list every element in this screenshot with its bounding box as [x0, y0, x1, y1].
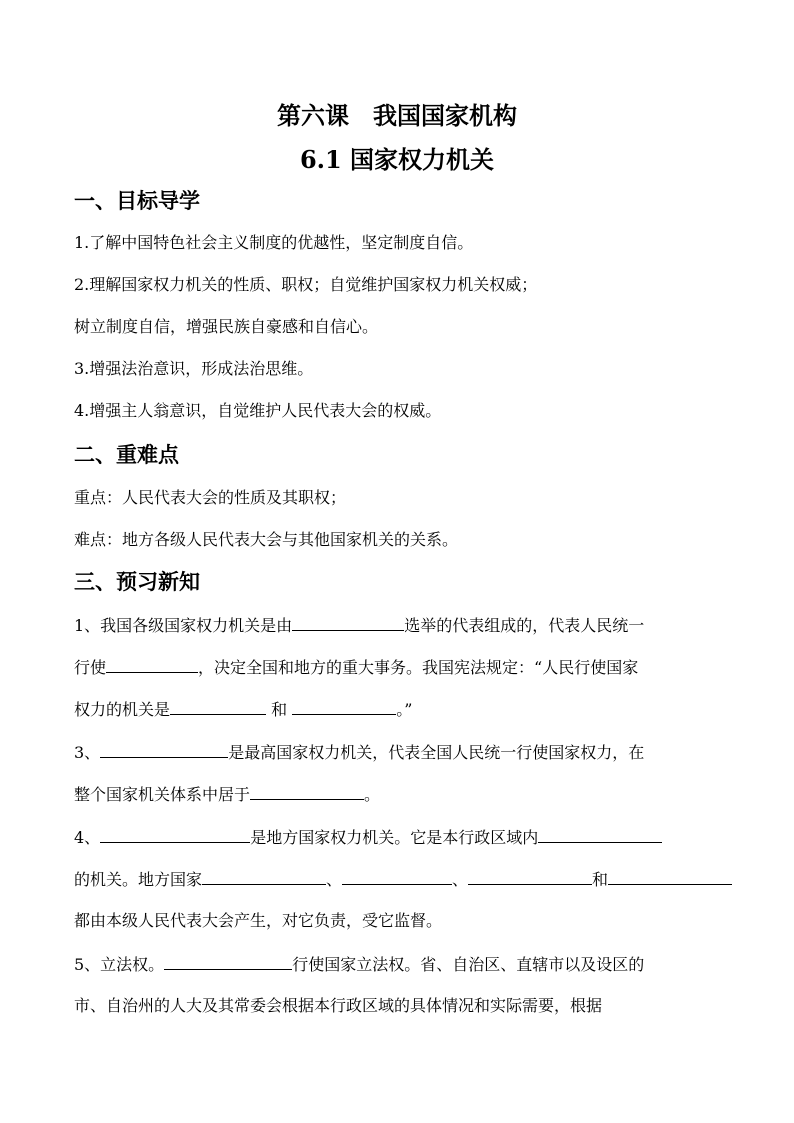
- goal-line: 2.理解国家权力机关的性质、职权；自觉维护国家权力机关权威；: [74, 275, 538, 294]
- preview-q5-line1: [74, 953, 644, 976]
- fill-blank[interactable]: [468, 868, 592, 885]
- section-heading-key-points: 二、重难点: [74, 443, 179, 467]
- fill-blank[interactable]: [170, 698, 266, 715]
- fill-blank[interactable]: [164, 953, 292, 970]
- fill-blank[interactable]: [538, 826, 662, 843]
- key-point-line: 重点：人民代表大会的性质及其职权；: [74, 488, 347, 507]
- question-text: 和: [592, 870, 609, 889]
- fill-blank[interactable]: [608, 868, 732, 885]
- preview-q4-line2: [74, 868, 732, 891]
- goal-line: 4.增强主人翁意识，自觉维护人民代表大会的权威。: [74, 401, 442, 420]
- preview-q1-line3: [74, 698, 412, 721]
- fill-blank[interactable]: [250, 783, 364, 800]
- question-text: 、: [326, 870, 343, 889]
- fill-blank[interactable]: [100, 826, 250, 843]
- preview-q4-line3: 都由本级人民代表大会产生，对它负责，受它监督。: [74, 911, 443, 930]
- question-text: 行使: [74, 658, 107, 677]
- fill-blank[interactable]: [106, 656, 198, 673]
- fill-blank[interactable]: [292, 698, 396, 715]
- page-subtitle: 6.1 国家权力机关: [299, 145, 495, 174]
- preview-q5-line2: 市、自治州的人大及其常委会根据本行政区域的具体情况和实际需要，根据: [74, 996, 603, 1015]
- question-text: 行使国家立法权。省、自治区、直辖市以及设区的: [292, 955, 645, 974]
- question-text: 选举的代表组成的，代表人民统一: [404, 616, 645, 635]
- question-text: 5、立法权。: [74, 955, 165, 974]
- page-title: 第六课 我国国家机构: [277, 101, 517, 130]
- question-text: 、: [452, 870, 469, 889]
- question-text: ，决定全国和地方的重大事务。我国宪法规定：“人民行使国家: [198, 658, 639, 677]
- question-text: 和: [271, 700, 288, 719]
- goal-line: 1.了解中国特色社会主义制度的优越性，坚定制度自信。: [74, 233, 474, 252]
- section-heading-goals: 一、目标导学: [74, 189, 200, 213]
- preview-q4-line1: [74, 826, 662, 849]
- question-text: 整个国家机关体系中居于: [74, 785, 251, 804]
- question-text: 的机关。地方国家: [74, 870, 203, 889]
- question-text: 是地方国家权力机关。它是本行政区域内: [250, 828, 539, 847]
- question-text: 4、: [74, 828, 101, 847]
- preview-q3-line2: [74, 783, 380, 806]
- preview-q1-line2: [74, 656, 638, 679]
- fill-blank[interactable]: [100, 741, 228, 758]
- question-text: 。: [364, 785, 381, 804]
- fill-blank[interactable]: [342, 868, 452, 885]
- question-text: 3、: [74, 743, 101, 762]
- key-point-line: 难点：地方各级人民代表大会与其他国家机关的关系。: [74, 530, 459, 549]
- goal-line: 树立制度自信，增强民族自豪感和自信心。: [74, 317, 379, 336]
- preview-q1-line1: [74, 614, 644, 637]
- fill-blank[interactable]: [202, 868, 326, 885]
- goal-line: 3.增强法治意识，形成法治思维。: [74, 359, 314, 378]
- fill-blank[interactable]: [292, 614, 404, 631]
- question-text: 1、我国各级国家权力机关是由: [74, 616, 293, 635]
- preview-q3-line1: [74, 741, 644, 764]
- question-text: 权力的机关是: [74, 700, 171, 719]
- question-text: 是最高国家权力机关，代表全国人民统一行使国家权力，在: [228, 743, 645, 762]
- question-text: 。”: [396, 700, 413, 719]
- section-heading-preview: 三、预习新知: [74, 570, 200, 594]
